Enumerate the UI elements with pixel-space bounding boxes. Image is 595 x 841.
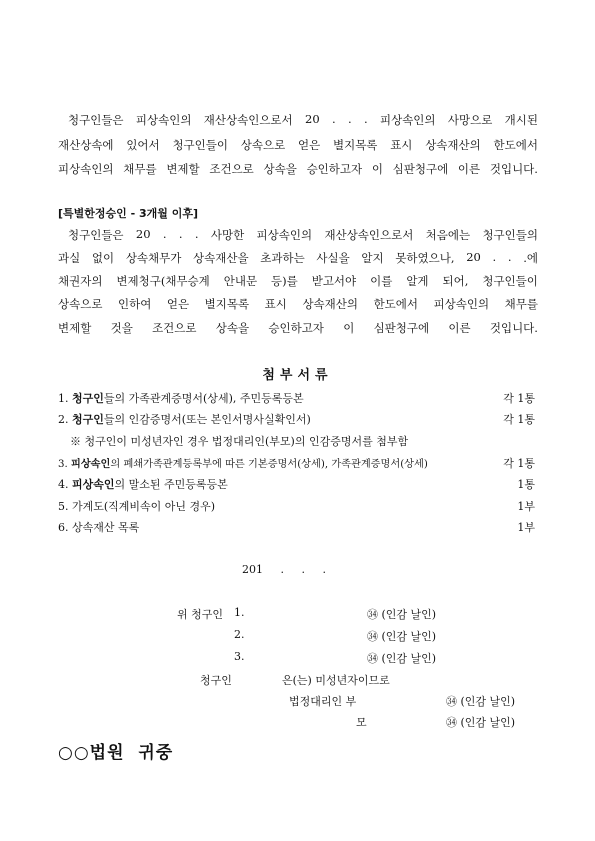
attachment-item: 1. 청구인들의 가족관계증명서(상세), 주민등록등본 각 1통 bbox=[58, 392, 535, 405]
word: 승인하고자 bbox=[268, 321, 324, 335]
word: . bbox=[331, 112, 336, 126]
word: 피상속인의 bbox=[58, 162, 114, 176]
attachment-item: 4. 피상속인의 말소된 주민등록등본 1통 bbox=[58, 478, 535, 491]
word: 사실을 bbox=[316, 251, 350, 265]
attachment-item: 6. 상속재산 목록 1부 bbox=[58, 521, 535, 534]
word: 표시 bbox=[264, 297, 287, 311]
word: 것입니다. bbox=[489, 321, 538, 335]
word: 상속을 bbox=[263, 162, 297, 176]
mother-label: 모 bbox=[356, 716, 367, 729]
word: 청구인들은 bbox=[68, 228, 124, 242]
word: 이른 bbox=[457, 162, 481, 176]
attachment-item: 3. 피상속인의 폐쇄가족관계등록부에 따른 기본증명서(상세), 가족관계증명서(상세) 각 1통 bbox=[58, 457, 535, 470]
minor-label: 청구인 bbox=[200, 674, 232, 687]
word: . bbox=[347, 112, 352, 126]
word: 없이 bbox=[91, 251, 115, 265]
word: 알게 bbox=[406, 274, 429, 288]
word: 재산상속인으로서 bbox=[324, 228, 414, 242]
para2-line3 bbox=[58, 273, 538, 289]
para2-line1 bbox=[68, 227, 538, 243]
signature-num: 1. bbox=[234, 606, 245, 619]
word: 상속재산을 bbox=[193, 251, 249, 265]
word: 피상속인의 bbox=[135, 113, 192, 127]
seal-text: ㉞ (인감 날인) bbox=[446, 716, 516, 729]
word: 채권자의 bbox=[58, 274, 103, 288]
para2-line2 bbox=[58, 250, 538, 266]
para2-line5 bbox=[58, 320, 538, 336]
word: 못하였으나, bbox=[395, 251, 455, 265]
word: 이 bbox=[371, 162, 383, 176]
word: 재산상속인으로서 bbox=[203, 113, 293, 127]
word: 있어서 bbox=[126, 138, 160, 152]
word: 청구인들이 bbox=[172, 138, 228, 152]
word: 안내문 bbox=[223, 274, 258, 288]
word: 이른 bbox=[448, 321, 471, 335]
word: 알지 bbox=[361, 251, 384, 265]
word: 이 bbox=[343, 321, 355, 335]
seal-text: ㉞ (인감 날인) bbox=[367, 608, 437, 621]
word: 상속채무가 bbox=[125, 251, 182, 265]
para1-line2 bbox=[58, 137, 538, 153]
word: 청구인들의 bbox=[482, 228, 538, 242]
attachments-title: 첨부서류 bbox=[262, 368, 333, 383]
word: . bbox=[194, 227, 199, 241]
word: 변제청구(채무승계 bbox=[116, 274, 210, 288]
word: 청구인들은 bbox=[68, 113, 124, 127]
signature-num: 3. bbox=[234, 650, 245, 663]
seal-text: ㉞ (인감 날인) bbox=[367, 630, 437, 643]
attachment-note: ※ 청구인이 미성년자인 경우 법정대리인(부모)의 인감증명서를 첨부함 bbox=[70, 435, 409, 448]
word: 사망으로 bbox=[447, 113, 493, 127]
word: 처음에는 bbox=[425, 228, 471, 242]
word: 채무를 bbox=[504, 297, 538, 311]
word: 것입니다. bbox=[489, 162, 538, 176]
word: 피상속인의 bbox=[433, 297, 490, 311]
word: 별지목록 bbox=[204, 297, 250, 311]
signature-num: 2. bbox=[234, 628, 245, 641]
word: 개시된 bbox=[504, 113, 538, 127]
guardian-label: 법정대리인 부 bbox=[289, 695, 357, 708]
word: 상속재산의 bbox=[302, 297, 358, 311]
word: 이를 bbox=[370, 274, 393, 288]
word: 심판청구에 bbox=[373, 321, 430, 335]
word: 인하여 bbox=[118, 297, 152, 311]
word: 초과하는 bbox=[260, 251, 305, 265]
word: 채무를 bbox=[123, 162, 157, 176]
word: 피상속인의 bbox=[256, 228, 313, 242]
word: 변제할 bbox=[166, 162, 200, 176]
word: 받고서야 bbox=[311, 274, 357, 288]
word: 20 bbox=[135, 227, 151, 241]
word: 피상속인의 bbox=[379, 113, 436, 127]
word: 것을 bbox=[110, 321, 133, 335]
word: 얻은 bbox=[166, 297, 190, 311]
para1-line1 bbox=[68, 112, 538, 128]
word: 상속을 bbox=[215, 321, 250, 335]
word: . bbox=[492, 250, 497, 264]
word: 청구인들이 bbox=[482, 274, 538, 288]
word: 심판청구에 bbox=[392, 162, 449, 176]
word: 과실 bbox=[58, 251, 81, 265]
word: 상속으로 bbox=[58, 297, 103, 311]
word: 변제할 bbox=[58, 321, 92, 335]
date-line: 201 . . . bbox=[242, 563, 326, 576]
word: 등)를 bbox=[271, 274, 298, 288]
para1-line3 bbox=[58, 161, 538, 177]
seal-text: ㉞ (인감 날인) bbox=[367, 652, 437, 665]
signature-prefix: 위 청구인 bbox=[177, 608, 224, 621]
seal-text: ㉞ (인감 날인) bbox=[446, 695, 516, 708]
word: .에 bbox=[523, 251, 538, 265]
para2-line4 bbox=[58, 296, 538, 312]
word: . bbox=[363, 112, 368, 126]
word: 조건으로 bbox=[152, 321, 197, 335]
word: 20 bbox=[466, 250, 481, 264]
minor-text: 은(는) 미성년자이므로 bbox=[282, 674, 390, 687]
word: 한도에서 bbox=[493, 138, 538, 152]
word: . bbox=[162, 227, 167, 241]
attachment-item: 2. 청구인들의 인감증명서(또는 본인서명사실확인서) 각 1통 bbox=[58, 413, 535, 426]
word: 표시 bbox=[390, 138, 413, 152]
word: 별지목록 bbox=[332, 138, 378, 152]
word: 상속으로 bbox=[240, 138, 286, 152]
word: 한도에서 bbox=[373, 297, 418, 311]
word: 사망한 bbox=[210, 228, 245, 242]
word: 얻은 bbox=[297, 138, 321, 152]
word: 20 bbox=[305, 112, 320, 126]
word: . bbox=[178, 227, 183, 241]
special-heading: [특별한정승인 - 3개월 이후] bbox=[58, 207, 199, 220]
word: 조건으로 bbox=[209, 162, 254, 176]
word: 승인하고자 bbox=[306, 162, 363, 176]
word: . bbox=[507, 250, 512, 264]
word: 상속재산의 bbox=[425, 138, 481, 152]
word: 되어, bbox=[442, 274, 469, 288]
attachment-item: 5. 가계도(직계비속이 아닌 경우) 1부 bbox=[58, 500, 535, 513]
word: 재산상속에 bbox=[58, 138, 114, 152]
court-addressee: ○○법원 귀중 bbox=[58, 743, 174, 763]
